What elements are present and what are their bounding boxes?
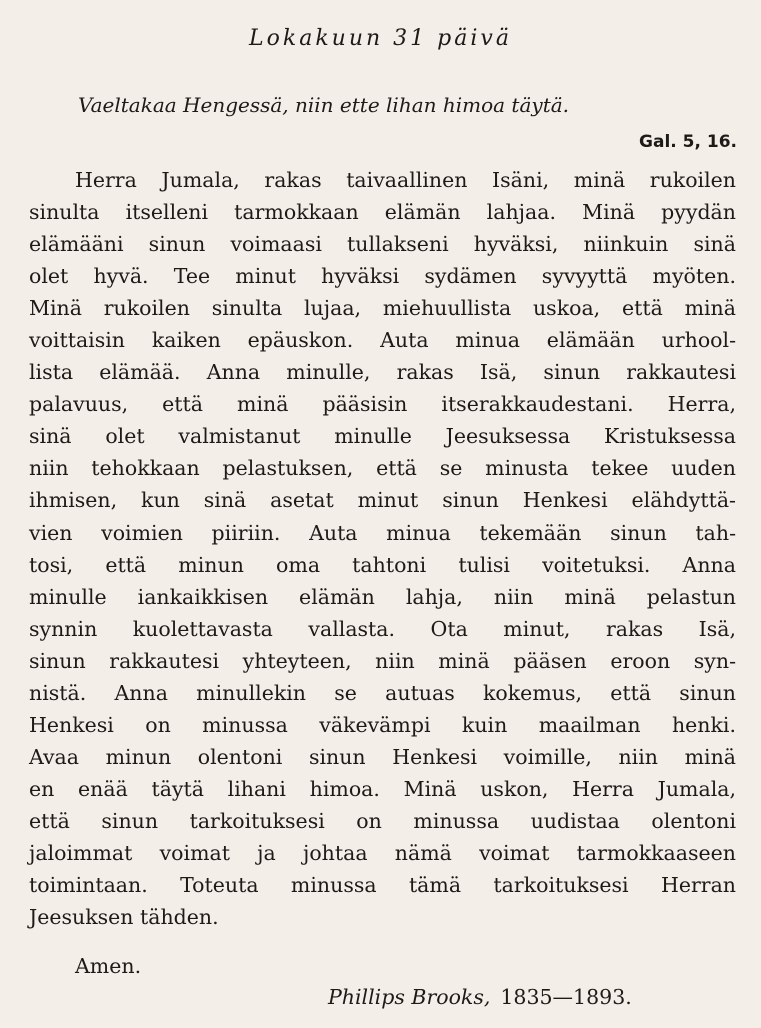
scripture-reference: Gal. 5, 16. — [639, 132, 737, 152]
prayer-line: synnin kuolettavasta vallasta. Ota minut, rakas Isä, — [29, 616, 736, 641]
prayer-line: Jeesuksen tähden. — [29, 905, 219, 930]
prayer-line: ihmisen, kun sinä asetat minut sinun Henkesi elähdyttä- — [29, 488, 736, 513]
prayer-closing: Amen. — [75, 954, 142, 978]
prayer-line: nistä. Anna minullekin se autuas kokemus, että sinun — [29, 680, 736, 705]
prayer-line: Minä rukoilen sinulta lujaa, miehuullista uskoa, että minä — [29, 296, 736, 321]
prayer-line: sinun rakkautesi yhteyteen, niin minä pääsen eroon syn- — [29, 648, 736, 673]
prayer-line: sinulta itselleni tarmokkaan elämän lahjaa. Minä pyydän — [29, 200, 736, 225]
prayer-line: tosi, että minun oma tahtoni tulisi voitetuksi. Anna — [29, 552, 736, 577]
prayer-line: sinä olet valmistanut minulle Jeesuksessa Kristuksessa — [29, 424, 736, 449]
prayer-line: että sinun tarkoituksesi on minussa uudistaa olentoni — [29, 808, 736, 833]
prayer-line: niin tehokkaan pelastuksen, että se minusta tekee uuden — [29, 456, 736, 481]
attribution — [328, 985, 632, 1009]
author-years: 1835—1893. — [500, 985, 632, 1009]
prayer-line: jaloimmat voimat ja johtaa nämä voimat tarmokkaaseen — [29, 840, 736, 865]
prayer-line: vien voimien piiriin. Auta minua tekemään sinun tah- — [29, 520, 736, 545]
prayer-text — [29, 164, 736, 933]
page-title: Lokakuun 31 päivä — [249, 26, 512, 51]
prayer-line: Henkesi on minussa väkevämpi kuin maailman henki. — [29, 712, 736, 737]
scripture-verse: Vaeltakaa Hengessä, niin ette lihan himoa täytä. — [78, 93, 570, 117]
prayer-line: toimintaan. Toteuta minussa tämä tarkoituksesi Herran — [29, 873, 736, 898]
prayer-line: minulle iankaikkisen elämän lahja, niin minä pelastun — [29, 584, 736, 609]
prayer-line: en enää täytä lihani himoa. Minä uskon, Herra Jumala, — [29, 776, 736, 801]
prayer-line: elämääni sinun voimaasi tullakseni hyväksi, niinkuin sinä — [29, 232, 736, 257]
prayer-line: Avaa minun olentoni sinun Henkesi voimille, niin minä — [29, 744, 736, 769]
prayer-line: palavuus, että minä pääsisin itserakkaudestani. Herra, — [29, 392, 736, 417]
author-name: Phillips Brooks, — [328, 985, 491, 1009]
prayer-line: olet hyvä. Tee minut hyväksi sydämen syvyyttä myöten. — [29, 264, 736, 289]
prayer-line: voittaisin kaiken epäuskon. Auta minua elämään urhool- — [29, 328, 736, 353]
prayer-line: Herra Jumala, rakas taivaallinen Isäni, minä rukoilen — [75, 168, 736, 192]
prayer-line: lista elämää. Anna minulle, rakas Isä, sinun rakkautesi — [29, 360, 736, 385]
